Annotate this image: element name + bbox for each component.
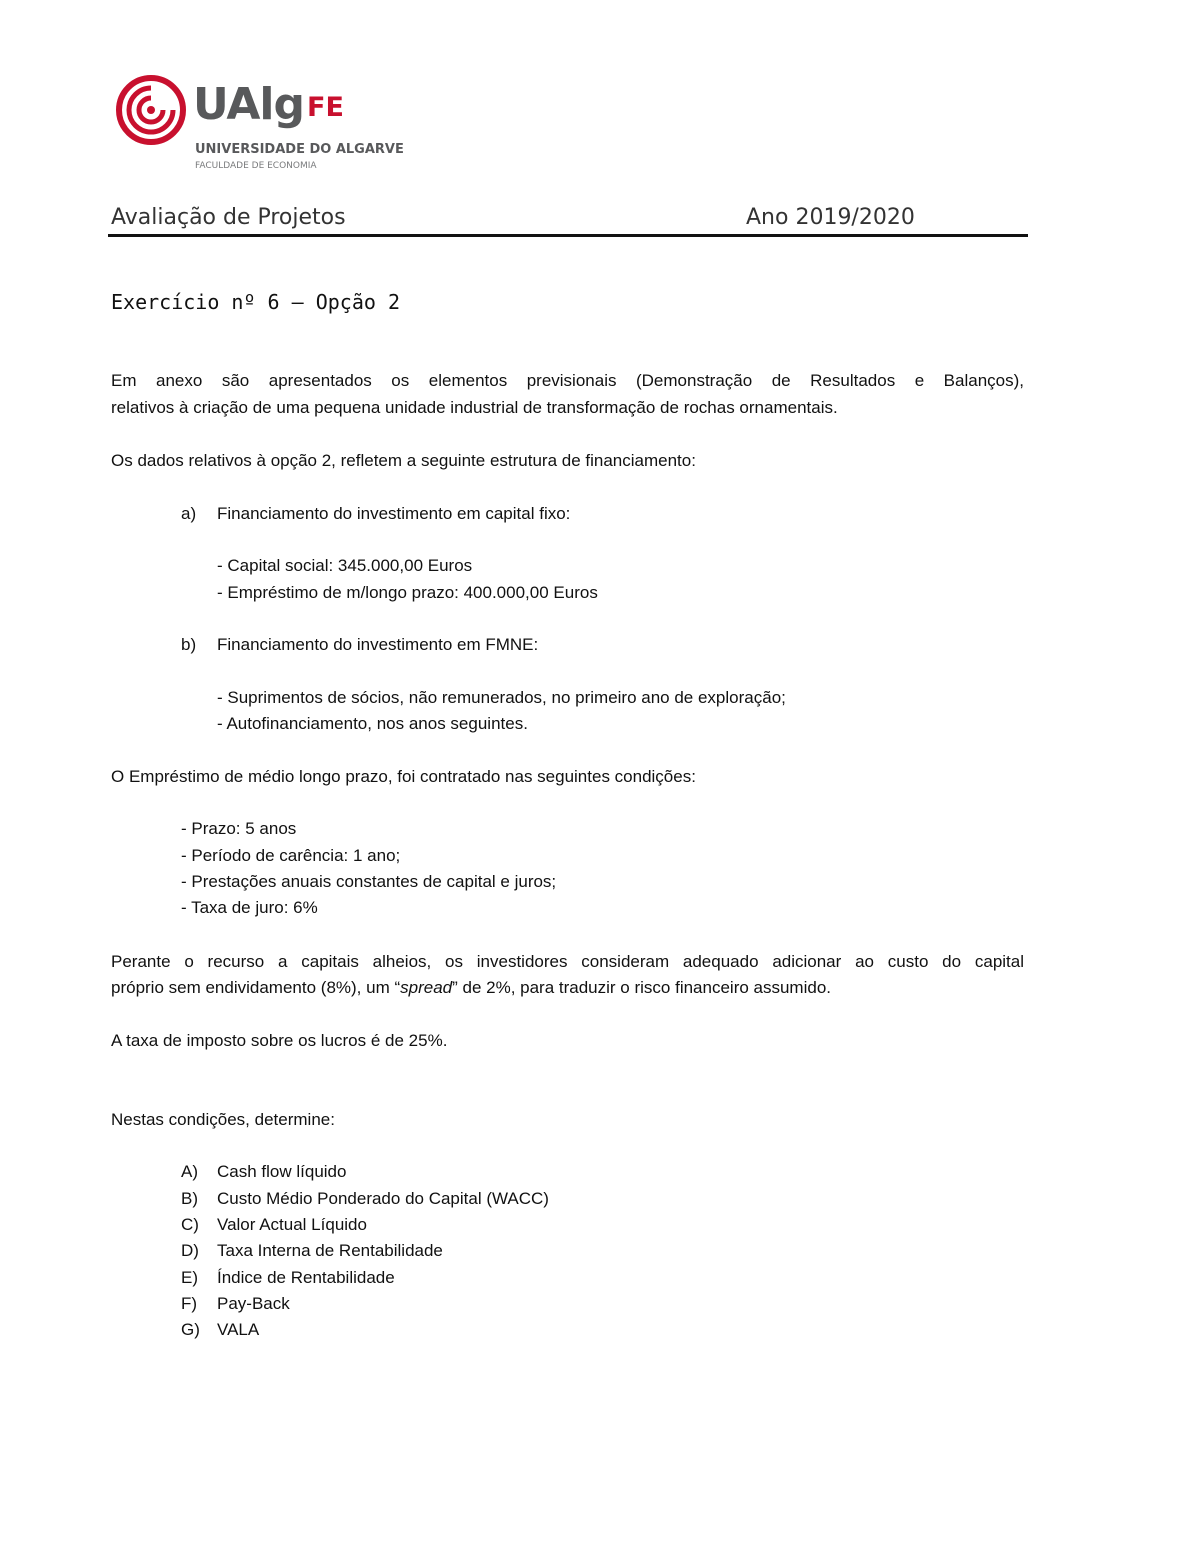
- loan-item: - Período de carência: 1 ano;: [181, 846, 401, 865]
- question-label: E): [181, 1268, 198, 1287]
- question-text: Custo Médio Ponderado do Capital (WACC): [217, 1189, 549, 1208]
- question-label: C): [181, 1215, 199, 1234]
- loan-item: - Prestações anuais constantes de capital e juros;: [181, 872, 557, 891]
- loan-item: - Taxa de juro: 6%: [181, 898, 318, 917]
- concentric-circles-logo-icon: [115, 74, 187, 146]
- question-text: Cash flow líquido: [217, 1162, 347, 1181]
- section-a-text: Financiamento do investimento em capital fixo:: [217, 504, 571, 523]
- question-text: VALA: [217, 1320, 260, 1339]
- spread-line-2: [111, 978, 831, 998]
- question-label: B): [181, 1189, 198, 1208]
- question-text: Valor Actual Líquido: [217, 1215, 367, 1234]
- spread-line-1: Perante o recurso a capitais alheios, os investidores consideram adequado adicionar ao custo do capital: [111, 952, 1024, 971]
- spread-text-a: próprio sem endividamento (8%), um “: [111, 978, 401, 997]
- exercise-title: Exercício nº 6 – Opção 2: [111, 290, 400, 314]
- header-divider: [108, 234, 1028, 237]
- tax-rate: A taxa de imposto sobre os lucros é de 25%.: [111, 1031, 448, 1050]
- section-a-item: - Capital social: 345.000,00 Euros: [217, 556, 473, 575]
- question-label: G): [181, 1320, 200, 1339]
- logo-faculty-name: FACULDADE DE ECONOMIA: [195, 161, 317, 171]
- logo-fe-mark: FE: [307, 92, 344, 123]
- question-text: Taxa Interna de Rentabilidade: [217, 1241, 443, 1260]
- section-a-item: - Empréstimo de m/longo prazo: 400.000,00 Euros: [217, 583, 598, 602]
- academic-year: Ano 2019/2020: [746, 205, 915, 230]
- question-text: Pay-Back: [217, 1294, 290, 1313]
- loan-item: - Prazo: 5 anos: [181, 819, 297, 838]
- intro-line-2: relativos à criação de uma pequena unidade industrial de transformação de rochas ornamentais.: [111, 398, 838, 417]
- question-text: Índice de Rentabilidade: [217, 1268, 395, 1287]
- logo-wordmark: UAlg: [193, 79, 305, 130]
- structure-intro: Os dados relativos à opção 2, refletem a seguinte estrutura de financiamento:: [111, 451, 696, 470]
- logo-university-name: UNIVERSIDADE DO ALGARVE: [195, 142, 404, 157]
- question-label: F): [181, 1294, 198, 1313]
- section-a-label: a): [181, 504, 197, 523]
- spread-text-b: ” de 2%, para traduzir o risco financeiro assumido.: [452, 978, 832, 997]
- section-b-label: b): [181, 635, 197, 654]
- university-logo: [115, 74, 405, 174]
- section-b-text: Financiamento do investimento em FMNE:: [217, 635, 539, 654]
- course-title: Avaliação de Projetos: [111, 205, 346, 230]
- question-label: A): [181, 1162, 198, 1181]
- spread-term: spread: [400, 978, 453, 997]
- section-b-item: - Autofinanciamento, nos anos seguintes.: [217, 714, 528, 733]
- intro-line-1: Em anexo são apresentados os elementos previsionais (Demonstração de Resultados e Balanços),: [111, 371, 1024, 390]
- section-b-item: - Suprimentos de sócios, não remunerados, no primeiro ano de exploração;: [217, 688, 786, 707]
- determine-heading: Nestas condições, determine:: [111, 1110, 335, 1129]
- question-label: D): [181, 1241, 199, 1260]
- loan-intro: O Empréstimo de médio longo prazo, foi contratado nas seguintes condições:: [111, 767, 696, 786]
